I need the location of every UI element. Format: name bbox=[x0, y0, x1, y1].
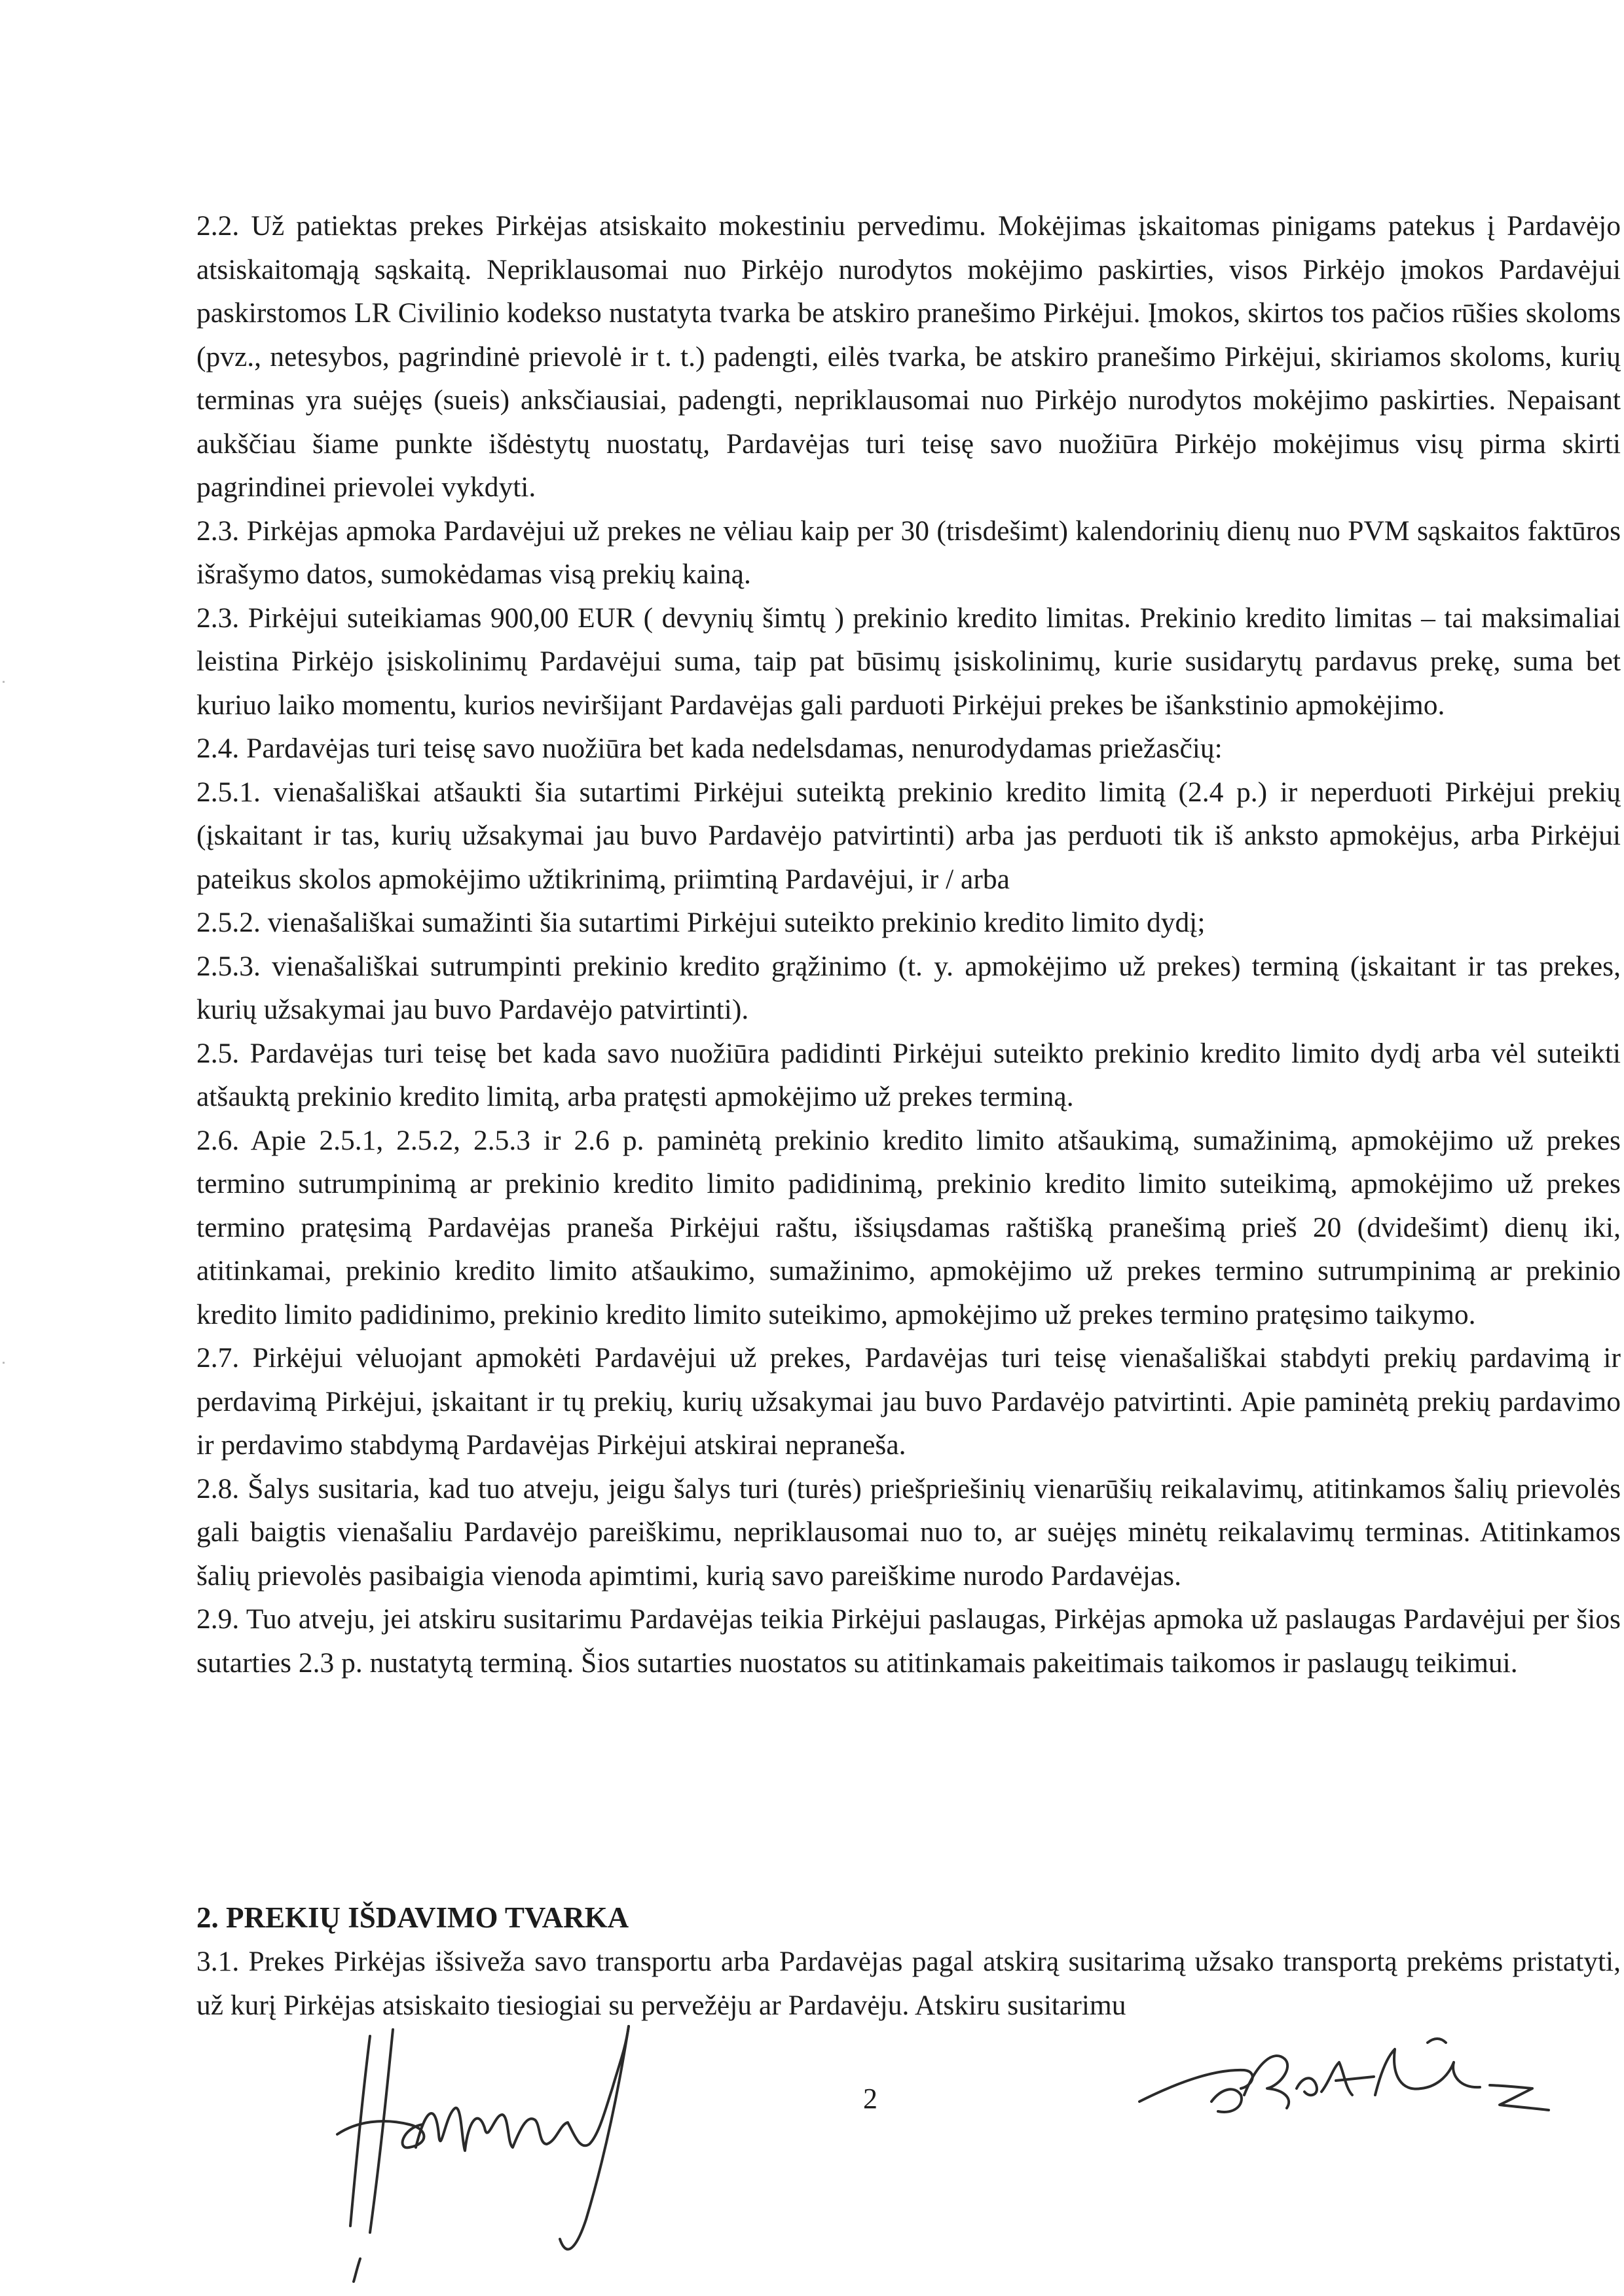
clause-2-3-credit-limit: 2.3. Pirkėjui suteikiamas 900,00 EUR ( devynių šimtų ) prekinio kredito limitas. Prekinio kredito limitas – tai maksimaliai leistina Pirkėjo įsiskolinimų Pardavėjui suma, taip pat būsimų įsiskolinimų, kurie susidarytų pardavus prekę, suma bet kuriuo laiko momentu, kurios neviršijant Pardavėjas gali parduoti Pirkėjui prekes be išankstinio apmokėjimo. bbox=[196, 602, 1621, 721]
clause-2-8: 2.8. Šalys susitaria, kad tuo atveju, jeigu šalys turi (turės) priešpriešinių vienarūšių reikalavimų, atitinkamos šalių prievolės gali baigtis vienašaliu Pardavėjo pareiškimu, nepriklausomai nuo to, ar suėjęs minėtų reikalavimų terminas. Atitinkamos šalių prievolės pasibaigia vienoda apimtimi, kurią savo pareiškime nurodo Pardavėjas. bbox=[196, 1472, 1621, 1592]
clause-2-5: 2.5. Pardavėjas turi teisę bet kada savo nuožiūra padidinti Pirkėjui suteikto prekinio kredito limito dydį arba vėl suteikti atšauktą prekinio kredito limitą, arba pratęsti apmokėjimo už prekes terminą. bbox=[196, 1037, 1621, 1112]
clause-2-5-2: 2.5.2. vienašališkai sumažinti šia sutartimi Pirkėjui suteikto prekinio kredito limito dydį; bbox=[196, 907, 1206, 938]
section-heading: 2. PREKIŲ IŠDAVIMO TVARKA bbox=[196, 1901, 629, 1934]
clause-2-6: 2.6. Apie 2.5.1, 2.5.2, 2.5.3 ir 2.6 p. paminėtą prekinio kredito limito atšaukimą, sumažinimą, apmokėjimo už prekes termino sutrumpinimą ar prekinio kredito limito padidinimą, prekinio kredito limito suteikimą, apmokėjimo už prekes termino pratęsimą Pardavėjas praneša Pirkėjui raštu, išsiųsdamas raštišką pranešimą prieš 20 (dvidešimt) dienų iki, atitinkamai, prekinio kredito limito atšaukimo, sumažinimo, apmokėjimo už prekes termino sutrumpinimą ar prekinio kredito limito padidinimo, prekinio kredito limito suteikimo, apmokėjimo už prekes termino pratęsimo taikymo. bbox=[196, 1124, 1621, 1330]
scan-dot bbox=[3, 1362, 5, 1364]
clause-2-5-3: 2.5.3. vienašališkai sutrumpinti prekinio kredito grąžinimo (t. y. apmokėjimo už prekes) terminą (įskaitant ir tas prekes, kurių užsakymai jau buvo Pardavėjo patvirtinti). bbox=[196, 950, 1621, 1025]
scan-dot bbox=[3, 681, 5, 683]
contract-body bbox=[196, 204, 1621, 1685]
clause-2-5-1: 2.5.1. vienašališkai atšaukti šia sutartimi Pirkėjui suteiktą prekinio kredito limitą (2.4 p.) ir neperduoti Pirkėjui prekių (įskaitant ir tas, kurių užsakymai jau buvo Pardavėjo patvirtinti) arba jas perduoti tik iš anksto apmokėjus, arba Pirkėjui pateikus skolos apmokėjimo užtikrinimą, priimtiną Pardavėjui, ir / arba bbox=[196, 776, 1621, 895]
buyer-signature bbox=[331, 2010, 671, 2285]
clause-3-1: 3.1. Prekes Pirkėjas išsiveža savo transportu arba Pardavėjas pagal atskirą susitarimą užsako transportą prekėms pristatyti, už kurį Pirkėjas atsiskaito tiesiogiai su pervežėju ar Pardavėju. Atskiru susitarimu bbox=[196, 1946, 1621, 2021]
clause-2-4: 2.4. Pardavėjas turi teisę savo nuožiūra bet kada nedelsdamas, nenurodydamas priežasčių: bbox=[196, 733, 1223, 764]
clause-2-7: 2.7. Pirkėjui vėluojant apmokėti Pardavėjui už prekes, Pardavėjas turi teisę vienašališkai stabdyti prekių pardavimą ir perdavimą Pirkėjui, įskaitant ir tų prekių, kurių užsakymai jau buvo Pardavėjo patvirtinti. Apie paminėtą prekių pardavimo ir perdavimo stabdymą Pardavėjas Pirkėjui atskirai nepraneša. bbox=[196, 1342, 1621, 1461]
seller-signature bbox=[1113, 2023, 1559, 2134]
clause-2-9: 2.9. Tuo atveju, jei atskiru susitarimu Pardavėjas teikia Pirkėjui paslaugas, Pirkėjas apmoka už paslaugas Pardavėjui per šios sutarties 2.3 p. nustatytą terminą. Šios sutarties nuostatos su atitinkamais pakeitimais taikomos ir paslaugų teikimui. bbox=[196, 1603, 1621, 1679]
page-number: 2 bbox=[863, 2083, 877, 2115]
clause-2-3-payment-term: 2.3. Pirkėjas apmoka Pardavėjui už prekes ne vėliau kaip per 30 (trisdešimt) kalendorinių dienų nuo PVM sąskaitos faktūros išrašymo datos, sumokėdamas visą prekių kainą. bbox=[196, 515, 1621, 590]
clause-2-2: 2.2. Už patiektas prekes Pirkėjas atsiskaito mokestiniu pervedimu. Mokėjimas įskaitomas pinigams patekus į Pardavėjo atsiskaitomąją sąskaitą. Nepriklausomai nuo Pirkėjo nurodytos mokėjimo paskirties, visos Pirkėjo įmokos Pardavėjui paskirstomos LR Civilinio kodekso nustatyta tvarka be atskiro pranešimo Pirkėjui. Įmokos, skirtos tos pačios rūšies skoloms (pvz., netesybos, pagrindinė prievolė ir t. t.) padengti, eilės tvarka, be atskiro pranešimo Pirkėjui, skiriamos skoloms, kurių terminas yra suėjęs (sueis) anksčiausiai, padengti, nepriklausomai nuo Pirkėjo nurodytos mokėjimo paskirties. Nepaisant aukščiau šiame punkte išdėstytų nuostatų, Pardavėjas turi teisę savo nuožiūra Pirkėjo mokėjimus visų pirma skirti pagrindinei prievolei vykdyti. bbox=[196, 210, 1621, 503]
